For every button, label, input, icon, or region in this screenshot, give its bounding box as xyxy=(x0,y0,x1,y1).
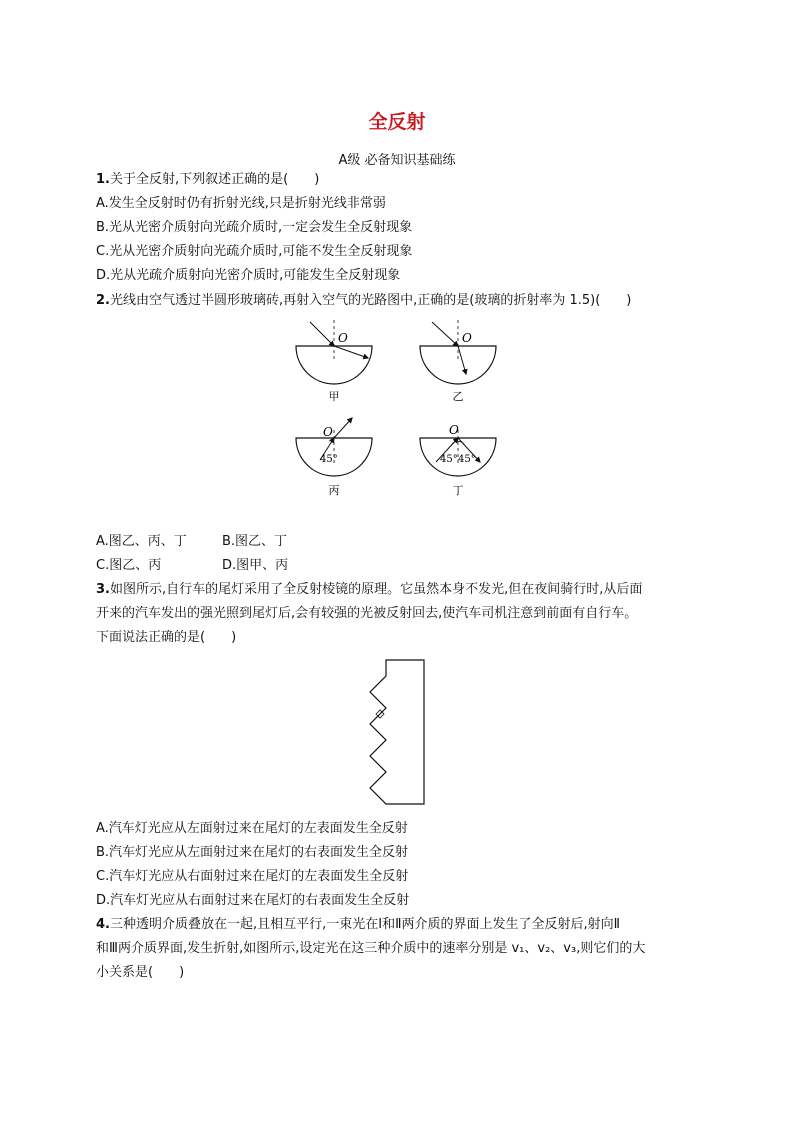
q3-option-c: C.汽车灯光应从右面射过来在尾灯的左表面发生全反射 xyxy=(96,869,409,884)
q3-option-a: A.汽车灯光应从左面射过来在尾灯的左表面发生全反射 xyxy=(96,821,408,836)
q4-stem-line-3: 小关系是( ) xyxy=(96,965,185,980)
q1-number: 1. xyxy=(96,172,110,187)
angle-label: 45° xyxy=(320,454,338,465)
q2-stem: 2.光线由空气透过半圆形玻璃砖,再射入空气的光路图中,正确的是(玻璃的折射率为 1.5)( ) xyxy=(96,293,632,308)
q4-stem-line-1: 4.三种透明介质叠放在一起,且相互平行,一束光在Ⅰ和Ⅱ两介质的界面上发生了全反射后,射向Ⅱ xyxy=(96,917,621,932)
tail-light-prism-figure xyxy=(360,656,432,808)
caption-ding: 丁 xyxy=(452,484,464,497)
q4-stem-line-2: 和Ⅲ两介质界面,发生折射,如图所示,设定光在这三种介质中的速率分别是 v₁、v₂、v₃,则它们的大 xyxy=(96,941,646,956)
q4-number: 4. xyxy=(96,917,110,932)
angle-label-left: 45° xyxy=(440,454,458,465)
page-title: 全反射 xyxy=(368,111,426,133)
q3-option-d: D.汽车灯光应从右面射过来在尾灯的右表面发生全反射 xyxy=(96,893,410,908)
section-subtitle: A级 必备知识基础练 xyxy=(338,153,456,168)
q2-option-c: C.图乙、丙 xyxy=(96,558,162,573)
q2-option-b: B.图乙、丁 xyxy=(222,534,288,549)
diagram-jia xyxy=(296,320,372,403)
center-label-o: O xyxy=(449,423,459,437)
center-label-o: O xyxy=(462,331,472,345)
q3-number: 3. xyxy=(96,582,110,597)
q1-option-b: B.光从光密介质射向光疏介质时,一定会发生全反射现象 xyxy=(96,220,413,235)
q2-option-a: A.图乙、丙、丁 xyxy=(96,534,187,549)
caption-jia: 甲 xyxy=(328,390,340,403)
q2-option-d: D.图甲、丙 xyxy=(222,558,289,573)
q2-figure xyxy=(280,312,520,502)
q3-stem-line-3: 下面说法正确的是( ) xyxy=(96,630,237,645)
q3-option-b: B.汽车灯光应从左面射过来在尾灯的右表面发生全反射 xyxy=(96,845,409,860)
diagram-yi xyxy=(420,320,496,403)
caption-yi: 乙 xyxy=(452,390,464,403)
diagram-bing xyxy=(296,418,372,497)
q1-option-a: A.发生全反射时仍有折射光线,只是折射光线非常弱 xyxy=(96,196,386,211)
q1-stem: 1.关于全反射,下列叙述正确的是( ) xyxy=(96,172,320,187)
q1-option-c: C.光从光密介质射向光疏介质时,可能不发生全反射现象 xyxy=(96,244,413,259)
q3-stem-line-1: 3.如图所示,自行车的尾灯采用了全反射棱镜的原理。它虽然本身不发光,但在夜间骑行时,从后面 xyxy=(96,582,643,597)
q3-stem-line-2: 开来的汽车发出的强光照到尾灯后,会有较强的光被反射回去,使汽车司机注意到前面有自行车。 xyxy=(96,606,638,621)
q1-option-d: D.光从光疏介质射向光密介质时,可能发生全反射现象 xyxy=(96,268,401,283)
diagram-ding xyxy=(420,423,496,497)
q2-number: 2. xyxy=(96,293,110,308)
center-label-o: O xyxy=(323,425,333,439)
center-label-o: O xyxy=(338,331,348,345)
angle-label-right: 45° xyxy=(458,454,476,465)
caption-bing: 丙 xyxy=(328,484,340,497)
